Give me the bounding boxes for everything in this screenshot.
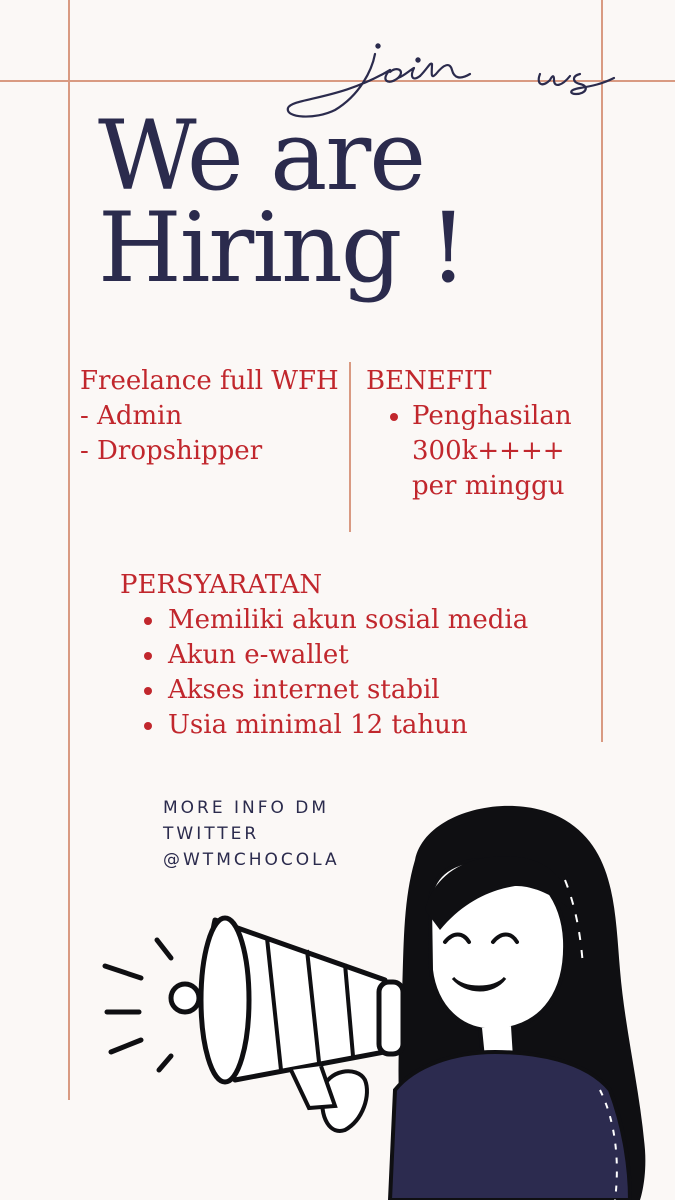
frame-line-left xyxy=(68,0,70,1100)
job-types-section xyxy=(80,364,339,469)
headline-line-1: We are xyxy=(98,100,425,212)
job-item: - Dropshipper xyxy=(80,436,263,466)
benefit-section xyxy=(366,364,592,504)
benefit-item xyxy=(366,399,592,504)
column-divider xyxy=(349,362,351,532)
requirements-title: PERSYARATAN xyxy=(120,570,323,600)
headline-line-2: Hiring ! xyxy=(98,192,466,304)
benefit-title: BENEFIT xyxy=(366,366,492,396)
job-types-title: Freelance full WFH xyxy=(80,366,339,396)
woman-with-megaphone-icon xyxy=(95,790,675,1200)
requirement-item: Akses internet stabil xyxy=(120,673,528,708)
benefit-item-text: Penghasilan 300k++++ per minggu xyxy=(412,401,572,501)
contact-line: TWITTER xyxy=(163,824,260,844)
contact-line: MORE INFO DM xyxy=(163,798,330,818)
requirement-item: Memiliki akun sosial media xyxy=(120,603,528,638)
job-item: - Admin xyxy=(80,401,183,431)
requirement-item: Usia minimal 12 tahun xyxy=(120,708,528,743)
requirements-section xyxy=(120,568,528,743)
twitter-handle: @WTMCHOCOLA xyxy=(163,850,340,870)
requirement-item: Akun e-wallet xyxy=(120,638,528,673)
